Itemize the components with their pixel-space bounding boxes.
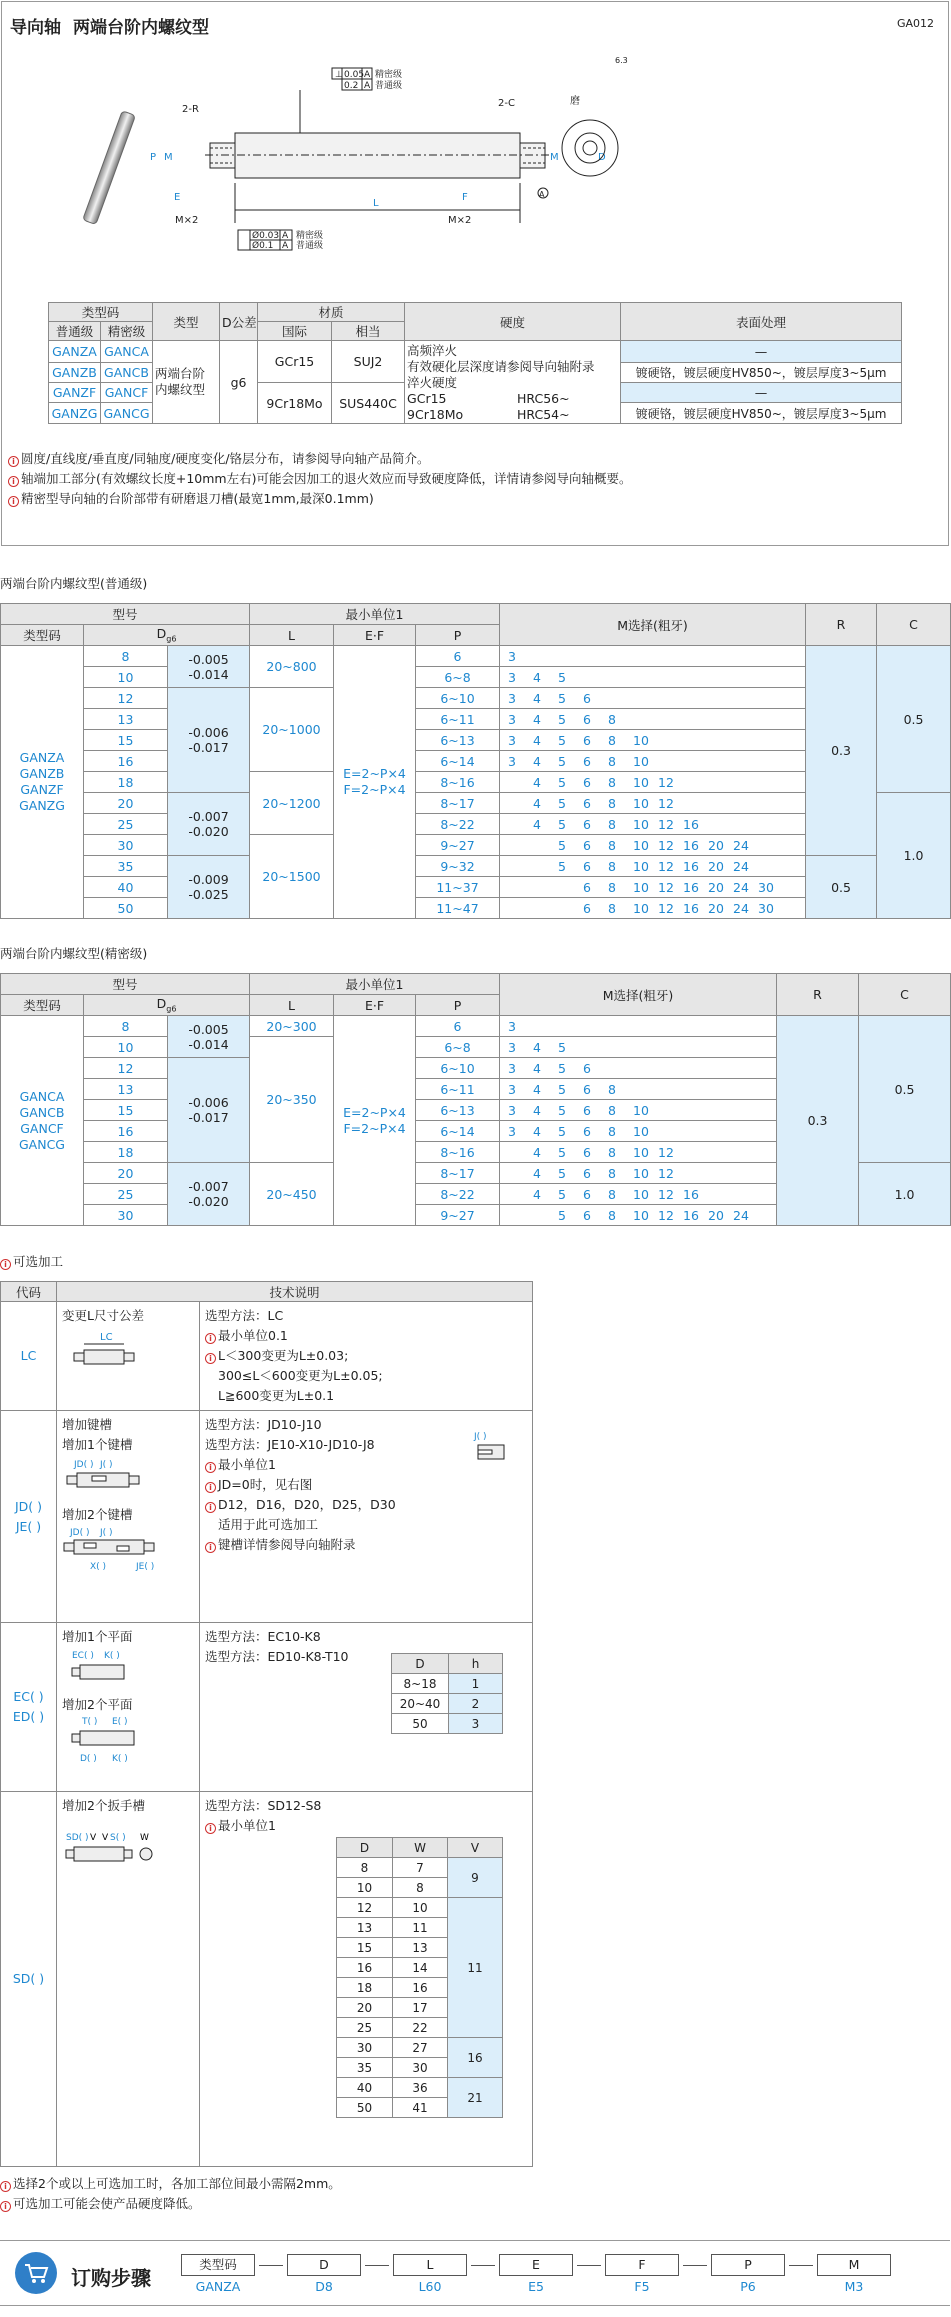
m-cell: 3 4 5: [500, 1037, 777, 1058]
sd-cell: 16: [393, 1978, 448, 1998]
svg-text:0.2: 0.2: [344, 81, 359, 91]
svg-text:E( ): E( ): [112, 1717, 128, 1727]
sd-cell: 10: [393, 1898, 448, 1918]
order-steps: [181, 2254, 881, 2298]
svg-text:6.3: 6.3: [615, 56, 628, 65]
svg-text:2-C: 2-C: [498, 98, 515, 109]
sd-v-cell: 9: [448, 1858, 503, 1898]
options-table: 代码 技术说明 LC 变更L尺寸公差 LC 选型方法：LC i 最小单位0.1 i L＜300变更为L±0.03; 300≤L＜600变更为L±0.05; L≧600变更为L±0.1 JD( ) JE( ) 增加键槽 增加1个键槽 JD( ) J( ) 增加2个键槽 JD( ) J( ) X( ) JE( ) 选型方法：JD10-J10 选型方法：JE10-X10-JD10-J8 i 最小单位1 i JD=0时，见右图 i D12，D16，D20，D25，D30 适用于此可选加工 i 键槽详情参阅导向轴附录 J( ) EC( ) ED( ) 增加1个平面 EC( ) K( ) 增加2个平面 T( ) E( ) D( ) K( ) 选型方法：EC10-K8 选型方法：ED10-K8-T10 D h 8~18 1 20~40 2 50 3 SD( ) 增加2个扳手槽 SD( ) V V S( ) W 选型方法：SD12-S8 i 最小单位1 D W V 8 7 9 10 8 12 10 11 13 11 15 13 16 14 18 16 20 17 25 22 30 27 16 35 30 40 36 21 50 41: [0, 1281, 533, 2167]
technical-drawing: [150, 56, 660, 268]
spec-table-precision: 型号 最小单位1 M选择(粗牙) R C 类型码 $D_{g6}$ L E·F P GANCA GANCB GANCF GANCG 8 -0.005 -0.014 20~300 E=2~P×4 F=2~P×4 6 3 0.3 0.5 10 20~350 6~8 3 4 5 12 -0.006 -0.017 6~10 3 4 5 6 13 6~11 3 4 5 6 8 15 6~13 3 4 5 6 8 10 16 6~14 3 4 5 6 8 10 18 8~16 4 5 6 8 10 12 20 -0.007 -0.020 20~450 8~17 4 5 6 8 10 12 1.0 25 8~22 4 5 6 8 10 12 16 30 9~27 5 6 8 10 12 16 20 24: [0, 973, 951, 1226]
sd-cell: 35: [337, 2058, 393, 2078]
m-cell: 3 4 5 6 8 10: [500, 730, 806, 751]
svg-text:普通级: 普通级: [296, 241, 324, 251]
d-cell: 15: [84, 730, 168, 751]
m-cell: 3 4 5 6 8 10: [500, 1100, 777, 1121]
p-cell: 8~17: [416, 793, 500, 814]
d-cell: 40: [84, 877, 168, 898]
r-cell: 0.3: [806, 646, 877, 856]
svg-text:精密级: 精密级: [375, 70, 403, 80]
p-cell: 6~8: [416, 1037, 500, 1058]
d-cell: 30: [84, 835, 168, 856]
d-cell: 16: [84, 1121, 168, 1142]
sd-cell: 10: [337, 1878, 393, 1898]
d-cell: 18: [84, 772, 168, 793]
svg-text:V: V: [90, 1833, 97, 1843]
sd-cell: 50: [337, 2098, 393, 2118]
ec-figure-1: [62, 1647, 142, 1689]
m-cell: 3 4 5 6: [500, 688, 806, 709]
sd-cell: 30: [393, 2058, 448, 2078]
c-cell: 1.0: [877, 793, 951, 919]
jd-figure-right: [470, 1429, 510, 1469]
svg-text:M: M: [550, 152, 559, 163]
d-cell: 10: [84, 667, 168, 688]
d-cell: 13: [84, 709, 168, 730]
svg-text:2-R: 2-R: [182, 104, 199, 115]
d-cell: 13: [84, 1079, 168, 1100]
svg-text:D: D: [598, 152, 606, 163]
svg-text:W: W: [140, 1833, 149, 1843]
ec-cell: 1: [449, 1674, 503, 1694]
m-cell: 3 4 5: [500, 667, 806, 688]
l-cell: 20~1200: [250, 772, 334, 835]
jd-figure-1: [62, 1455, 152, 1499]
svg-text:SD( ): SD( ): [66, 1833, 89, 1843]
tol-cell: -0.006 -0.017: [168, 688, 250, 793]
svg-text:A: A: [539, 190, 545, 199]
p-cell: 6: [416, 646, 500, 667]
m-cell: 3 4 5 6 8 10: [500, 1121, 777, 1142]
sd-cell: 15: [337, 1938, 393, 1958]
order-step-label: L: [393, 2254, 467, 2276]
tol-cell: -0.007 -0.020: [168, 793, 250, 856]
m-cell: 3 4 5 6: [500, 1058, 777, 1079]
svg-text:X( ): X( ): [90, 1562, 107, 1572]
d-cell: 25: [84, 814, 168, 835]
order-connector: [789, 2265, 813, 2266]
d-cell: 8: [84, 646, 168, 667]
ec-cell: 50: [392, 1714, 449, 1734]
jd-figure-2: [62, 1525, 172, 1575]
ec-cell: 20~40: [392, 1694, 449, 1714]
d-cell: 8: [84, 1016, 168, 1037]
table-row: [392, 1714, 503, 1734]
l-cell: 20~1000: [250, 688, 334, 772]
m-cell: 4 5 6 8 10 12: [500, 772, 806, 793]
m-cell: 4 5 6 8 10 12 16: [500, 1184, 777, 1205]
c-cell: 1.0: [859, 1163, 951, 1226]
d-cell: 12: [84, 1058, 168, 1079]
sd-cell: 25: [337, 2018, 393, 2038]
ef-cell: E=2~P×4 F=2~P×4: [334, 646, 416, 919]
svg-text:M×2: M×2: [448, 215, 472, 226]
p-cell: 6~11: [416, 1079, 500, 1100]
m-cell: 5 6 8 10 12 16 20 24: [500, 835, 806, 856]
sd-cell: 16: [337, 1958, 393, 1978]
d-cell: 16: [84, 751, 168, 772]
m-cell: 6 8 10 12 16 20 24 30: [500, 898, 806, 919]
svg-text:M×2: M×2: [175, 215, 199, 226]
sd-figure: [62, 1830, 162, 1890]
l-cell: 20~350: [250, 1037, 334, 1163]
m-cell: 3 4 5 6 8: [500, 1079, 777, 1100]
svg-text:JD( ): JD( ): [70, 1528, 90, 1538]
ec-cell: 2: [449, 1694, 503, 1714]
order-step-value: D8: [315, 2279, 333, 2294]
table-row: [1, 856, 951, 877]
order-step-label: P: [711, 2254, 785, 2276]
d-cell: 20: [84, 1163, 168, 1184]
p-cell: 9~27: [416, 835, 500, 856]
svg-text:P: P: [150, 152, 157, 163]
tol-cell: -0.009 -0.025: [168, 856, 250, 919]
d-cell: 18: [84, 1142, 168, 1163]
svg-text:T( ): T( ): [82, 1717, 98, 1727]
d-cell: 20: [84, 793, 168, 814]
svg-text:精密级: 精密级: [296, 231, 324, 241]
sd-cell: 18: [337, 1978, 393, 1998]
catalog-code: GA012: [897, 17, 935, 30]
svg-text:A: A: [282, 241, 289, 251]
footnotes: i 选择2个或以上可选加工时，各加工部位间最小需隔2mm。 i 可选加工可能会使产品硬度降低。: [0, 2174, 341, 2214]
svg-text:LC: LC: [100, 1332, 113, 1343]
d-cell: 30: [84, 1205, 168, 1226]
spec-table-normal: 型号 最小单位1 M选择(粗牙) R C 类型码 $D_{g6}$ L E·F P GANZA GANZB GANZF GANZG 8 -0.005 -0.014 20~800 E=2~P×4 F=2~P×4 6 3 0.3 0.5 10 6~8 3 4 5 12 -0.006 -0.017 20~1000 6~10 3 4 5 6 13 6~11 3 4 5 6 8 15 6~13 3 4 5 6 8 10 16 6~14 3 4 5 6 8 10 18 20~1200 8~16 4 5 6 8 10 12 20 -0.007 -0.020 8~17 4 5 6 8 10 12 1.0 25 8~22 4 5 6 8 10 12 16 30 20~1500 9~27 5 6 8 10 12 16 20 24 35 -0.009 -0.025 9~32 5 6 8 10 12 16 20 24 0.5 40 11~37 6 8 10 12 16 20 24 30 50 11~47 6 8 10 12 16 20 24 30: [0, 603, 951, 919]
d-cell: 50: [84, 898, 168, 919]
order-step-label: F: [605, 2254, 679, 2276]
p-cell: 8~17: [416, 1163, 500, 1184]
sd-cell: 12: [337, 1898, 393, 1918]
notes: i 圆度/直线度/垂直度/同轴度/硬度变化/铬层分布，请参阅导向轴产品简介。 i 轴端加工部分(有效螺纹长度+10mm左右)可能会因加工的退火效应而导致硬度降低，详情请参阅导向轴概要。 i 精密型导向轴的台阶部带有研磨退刀槽(最宽1mm,最深0.1mm): [8, 449, 632, 509]
svg-text:A: A: [364, 81, 371, 91]
sd-v-cell: 21: [448, 2078, 503, 2118]
svg-text:A: A: [364, 70, 371, 80]
order-step-label: 类型码: [181, 2254, 255, 2276]
d-cell: 12: [84, 688, 168, 709]
svg-text:M: M: [164, 152, 173, 163]
m-cell: 5 6 8 10 12 16 20 24: [500, 856, 806, 877]
table-row: [337, 1898, 503, 1918]
p-cell: 9~32: [416, 856, 500, 877]
m-cell: 5 6 8 10 12 16 20 24: [500, 1205, 777, 1226]
m-cell: 3 4 5 6 8: [500, 709, 806, 730]
sd-cell: 11: [393, 1918, 448, 1938]
svg-text:F: F: [462, 192, 468, 203]
p-cell: 8~16: [416, 1142, 500, 1163]
options-title: i 可选加工: [0, 1252, 63, 1272]
d-cell: 35: [84, 856, 168, 877]
order-connector: [365, 2265, 389, 2266]
c-cell: 0.5: [859, 1016, 951, 1163]
page-title: 导向轴 两端台阶内螺纹型: [10, 18, 209, 38]
sd-cell: 40: [337, 2078, 393, 2098]
svg-text:E: E: [174, 192, 181, 203]
m-cell: 4 5 6 8 10 12 16: [500, 814, 806, 835]
sd-cell: 30: [337, 2038, 393, 2058]
r-cell: 0.5: [806, 856, 877, 919]
svg-text:⊥: ⊥: [335, 70, 343, 80]
ec-cell: 8~18: [392, 1674, 449, 1694]
d-cell: 25: [84, 1184, 168, 1205]
d-cell: 10: [84, 1037, 168, 1058]
r-cell: 0.3: [777, 1016, 859, 1226]
sd-table: D W V 8 7 9 10 8 12 10 11 13 11 15 13 16 14 18 16 20 17 25 22 30 27 16 35 30 40 36 21 50 41: [336, 1837, 503, 2118]
m-cell: 4 5 6 8 10 12: [500, 1142, 777, 1163]
order-connector: [471, 2265, 495, 2266]
order-step-value: F5: [634, 2279, 650, 2294]
sd-cell: 14: [393, 1958, 448, 1978]
table-row: [337, 1858, 503, 1878]
shaft-3d-image: [70, 108, 150, 228]
sd-cell: 13: [393, 1938, 448, 1958]
order-step-label: D: [287, 2254, 361, 2276]
order-step-value: L60: [418, 2279, 442, 2294]
sd-cell: 27: [393, 2038, 448, 2058]
p-cell: 6~8: [416, 667, 500, 688]
tol-cell: -0.005 -0.014: [168, 1016, 250, 1058]
p-cell: 6~10: [416, 688, 500, 709]
p-cell: 8~16: [416, 772, 500, 793]
sd-cell: 17: [393, 1998, 448, 2018]
sd-cell: 20: [337, 1998, 393, 2018]
svg-text:K( ): K( ): [104, 1651, 120, 1661]
order-step-value: M3: [844, 2279, 864, 2294]
m-cell: 3: [500, 646, 806, 667]
table-row: [392, 1694, 503, 1714]
svg-text:D( ): D( ): [80, 1754, 97, 1764]
svg-text:JD( ): JD( ): [74, 1460, 94, 1470]
table-row: [337, 2078, 503, 2098]
p-cell: 8~22: [416, 814, 500, 835]
svg-text:JE( ): JE( ): [136, 1562, 155, 1572]
ef-cell: E=2~P×4 F=2~P×4: [334, 1016, 416, 1226]
svg-text:磨: 磨: [570, 96, 580, 107]
sd-cell: 7: [393, 1858, 448, 1878]
m-cell: 4 5 6 8 10 12: [500, 1163, 777, 1184]
p-cell: 6~14: [416, 1121, 500, 1142]
ec-table: D h 8~18 1 20~40 2 50 3: [391, 1653, 503, 1734]
tol-cell: -0.007 -0.020: [168, 1163, 250, 1226]
m-cell: 4 5 6 8 10 12: [500, 793, 806, 814]
l-cell: 20~800: [250, 646, 334, 688]
l-cell: 20~450: [250, 1163, 334, 1226]
svg-text:J( ): J( ): [100, 1460, 113, 1470]
svg-text:普通级: 普通级: [375, 81, 403, 91]
table-row: [1, 1016, 951, 1037]
order-connector: [683, 2265, 707, 2266]
cart-icon: [15, 2252, 57, 2294]
svg-text:0.05: 0.05: [344, 70, 365, 80]
sd-cell: 8: [393, 1878, 448, 1898]
order-step-label: E: [499, 2254, 573, 2276]
svg-text:V: V: [102, 1833, 109, 1843]
p-cell: 11~37: [416, 877, 500, 898]
m-cell: 3: [500, 1016, 777, 1037]
p-cell: 8~22: [416, 1184, 500, 1205]
order-title: 订购步骤: [71, 2266, 151, 2290]
lc-figure: [62, 1330, 142, 1380]
p-cell: 6~14: [416, 751, 500, 772]
sd-v-cell: 16: [448, 2038, 503, 2078]
tol-cell: -0.005 -0.014: [168, 646, 250, 688]
svg-text:S( ): S( ): [110, 1833, 126, 1843]
type-codes: GANZA GANZB GANZF GANZG: [1, 646, 84, 919]
p-cell: 6~13: [416, 1100, 500, 1121]
svg-text:A: A: [282, 231, 289, 241]
ec-figure-2: [62, 1715, 152, 1767]
order-step-value: GANZA: [195, 2279, 241, 2294]
table-row: [392, 1674, 503, 1694]
table2-title: 两端台阶内螺纹型(精密级): [0, 946, 148, 961]
material-table: 类型码 类型 D公差 材质 硬度 表面处理 普通级 精密级 国际 相当 GANZA GANCA 两端台阶内螺纹型 g6 GCr15 SUJ2 高频淬火 有效硬化层深度请参阅导向轴附录 淬火硬度 GCr15 HRC56~ 9Cr18Mo HRC54~ — GANZB GANCB 镀硬铬，镀层硬度HV850~，镀层厚度3~5μm GANZF GANCF 9Cr18Mo SUS440C — GANZG GANCG 镀硬铬，镀层硬度HV850~，镀层厚度3~5μm: [48, 302, 902, 424]
order-step-value: E5: [528, 2279, 544, 2294]
sd-cell: 41: [393, 2098, 448, 2118]
sd-v-cell: 11: [448, 1898, 503, 2038]
order-connector: [577, 2265, 601, 2266]
d-cell: 15: [84, 1100, 168, 1121]
ec-cell: 3: [449, 1714, 503, 1734]
svg-text:L: L: [373, 198, 379, 209]
l-cell: 20~1500: [250, 835, 334, 919]
m-cell: 6 8 10 12 16 20 24 30: [500, 877, 806, 898]
c-cell: 0.5: [877, 646, 951, 793]
sd-cell: 8: [337, 1858, 393, 1878]
svg-text:J( ): J( ): [474, 1432, 487, 1442]
p-cell: 9~27: [416, 1205, 500, 1226]
sd-cell: 36: [393, 2078, 448, 2098]
svg-text:EC( ): EC( ): [72, 1651, 94, 1661]
table-row: [1, 646, 951, 667]
order-step-value: P6: [740, 2279, 756, 2294]
type-codes: GANCA GANCB GANCF GANCG: [1, 1016, 84, 1226]
svg-text:J( ): J( ): [100, 1528, 113, 1538]
p-cell: 6: [416, 1016, 500, 1037]
m-cell: 3 4 5 6 8 10: [500, 751, 806, 772]
svg-text:Ø0.03: Ø0.03: [252, 231, 280, 241]
tol-cell: -0.006 -0.017: [168, 1058, 250, 1163]
table1-title: 两端台阶内螺纹型(普通级): [0, 576, 148, 591]
p-cell: 6~11: [416, 709, 500, 730]
p-cell: 11~47: [416, 898, 500, 919]
table-row: [337, 2038, 503, 2058]
svg-text:Ø0.1: Ø0.1: [252, 241, 274, 251]
svg-text:K( ): K( ): [112, 1754, 128, 1764]
p-cell: 6~10: [416, 1058, 500, 1079]
order-connector: [259, 2265, 283, 2266]
p-cell: 6~13: [416, 730, 500, 751]
sd-cell: 13: [337, 1918, 393, 1938]
sd-cell: 22: [393, 2018, 448, 2038]
l-cell: 20~300: [250, 1016, 334, 1037]
order-step-label: M: [817, 2254, 891, 2276]
